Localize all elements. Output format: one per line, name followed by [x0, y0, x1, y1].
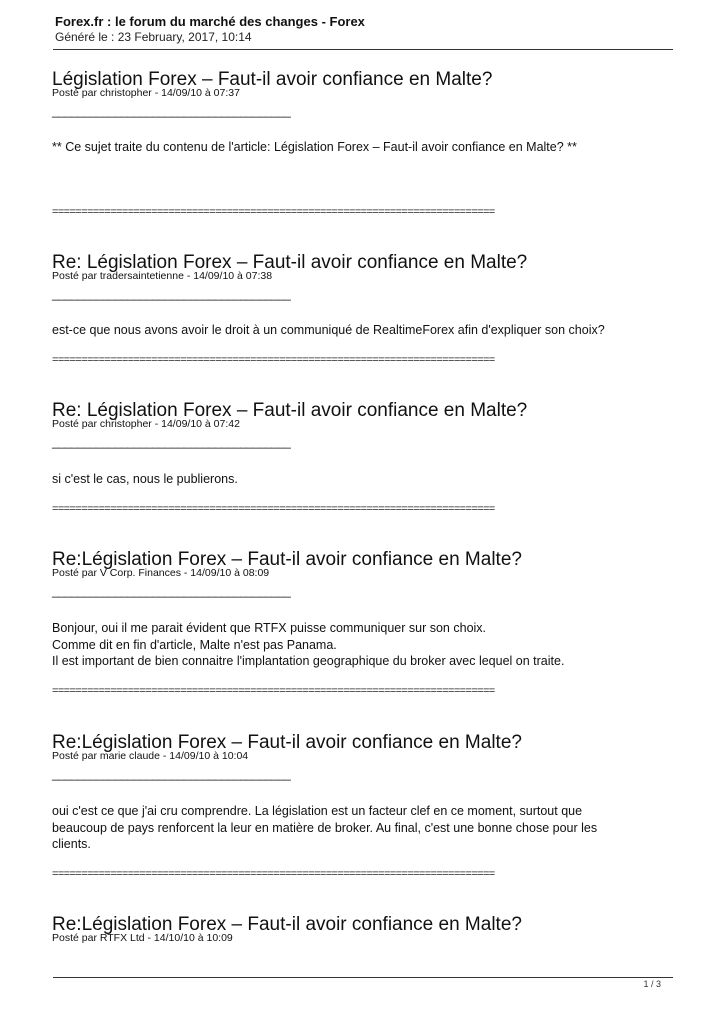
post-body: [52, 471, 667, 488]
site-title: Forex.fr : le forum du marché des changes - Forex: [55, 14, 365, 29]
meta-underline: ______________________________________: [52, 767, 291, 781]
post-body: [52, 803, 667, 853]
post-body-line: oui c'est ce que j'ai cru comprendre. La législation est un facteur clef en ce moment, surtout que: [52, 804, 583, 818]
post-title: Re: Législation Forex – Faut-il avoir confiance en Malte?: [52, 252, 528, 273]
post-meta: Posté par tradersaintetienne - 14/09/10 à 07:38: [52, 270, 273, 282]
forum-post: [52, 70, 667, 117]
post-separator: [52, 685, 667, 697]
forum-post: [52, 733, 667, 780]
post-title: Re:Législation Forex – Faut-il avoir confiance en Malte?: [52, 732, 522, 753]
forum-post: [52, 915, 667, 944]
post-body-line: ** Ce sujet traite du contenu de l'article: Législation Forex – Faut-il avoir confiance en Malte? **: [52, 140, 577, 154]
post-meta: Posté par V Corp. Finances - 14/09/10 à 08:09: [52, 567, 270, 579]
page-header: [55, 14, 672, 45]
meta-underline: ______________________________________: [52, 435, 291, 449]
footer-divider: [53, 977, 673, 978]
separator-line: ============================================================================: [52, 354, 495, 366]
post-body: [52, 620, 667, 670]
post-body-line: clients.: [52, 837, 91, 851]
post-meta: Posté par christopher - 14/09/10 à 07:37: [52, 87, 240, 99]
separator-line: ============================================================================: [52, 868, 495, 880]
post-title: Re:Législation Forex – Faut-il avoir confiance en Malte?: [52, 914, 522, 935]
post-body-line: Il est important de bien connaitre l'implantation geographique du broker avec lequel on traite.: [52, 654, 565, 668]
post-meta: Posté par RTFX Ltd - 14/10/10 à 10:09: [52, 932, 233, 944]
separator-line: ============================================================================: [52, 503, 495, 515]
separator-line: ============================================================================: [52, 206, 495, 218]
meta-underline: ______________________________________: [52, 287, 291, 301]
post-separator: [52, 354, 667, 366]
generated-date: Généré le : 23 February, 2017, 10:14: [55, 30, 252, 44]
post-body-line: est-ce que nous avons avoir le droit à un communiqué de RealtimeForex afin d'expliquer son choix?: [52, 323, 605, 337]
post-separator: [52, 206, 667, 218]
post-body-line: Bonjour, oui il me parait évident que RTFX puisse communiquer sur son choix.: [52, 621, 487, 635]
post-body: [52, 322, 667, 339]
page-number: 1 / 3: [643, 979, 661, 989]
post-separator: [52, 868, 667, 880]
forum-post: [52, 253, 667, 300]
header-divider: [53, 49, 673, 50]
separator-line: ============================================================================: [52, 685, 495, 697]
post-title: Re: Législation Forex – Faut-il avoir confiance en Malte?: [52, 400, 528, 421]
forum-post: [52, 401, 667, 448]
post-meta: Posté par christopher - 14/09/10 à 07:42: [52, 418, 240, 430]
meta-underline: ______________________________________: [52, 104, 291, 118]
meta-underline: ______________________________________: [52, 584, 291, 598]
post-body: [52, 139, 667, 156]
post-body-line: Comme dit en fin d'article, Malte n'est pas Panama.: [52, 637, 337, 652]
post-body-line: si c'est le cas, nous le publierons.: [52, 472, 238, 486]
post-separator: [52, 503, 667, 515]
post-title: Législation Forex – Faut-il avoir confiance en Malte?: [52, 69, 493, 90]
forum-post: [52, 550, 667, 597]
post-meta: Posté par marie claude - 14/09/10 à 10:04: [52, 750, 249, 762]
post-body-line: beaucoup de pays renforcent la leur en matière de broker. Au final, c'est une bonne chose pour les: [52, 820, 598, 835]
post-title: Re:Législation Forex – Faut-il avoir confiance en Malte?: [52, 549, 522, 570]
